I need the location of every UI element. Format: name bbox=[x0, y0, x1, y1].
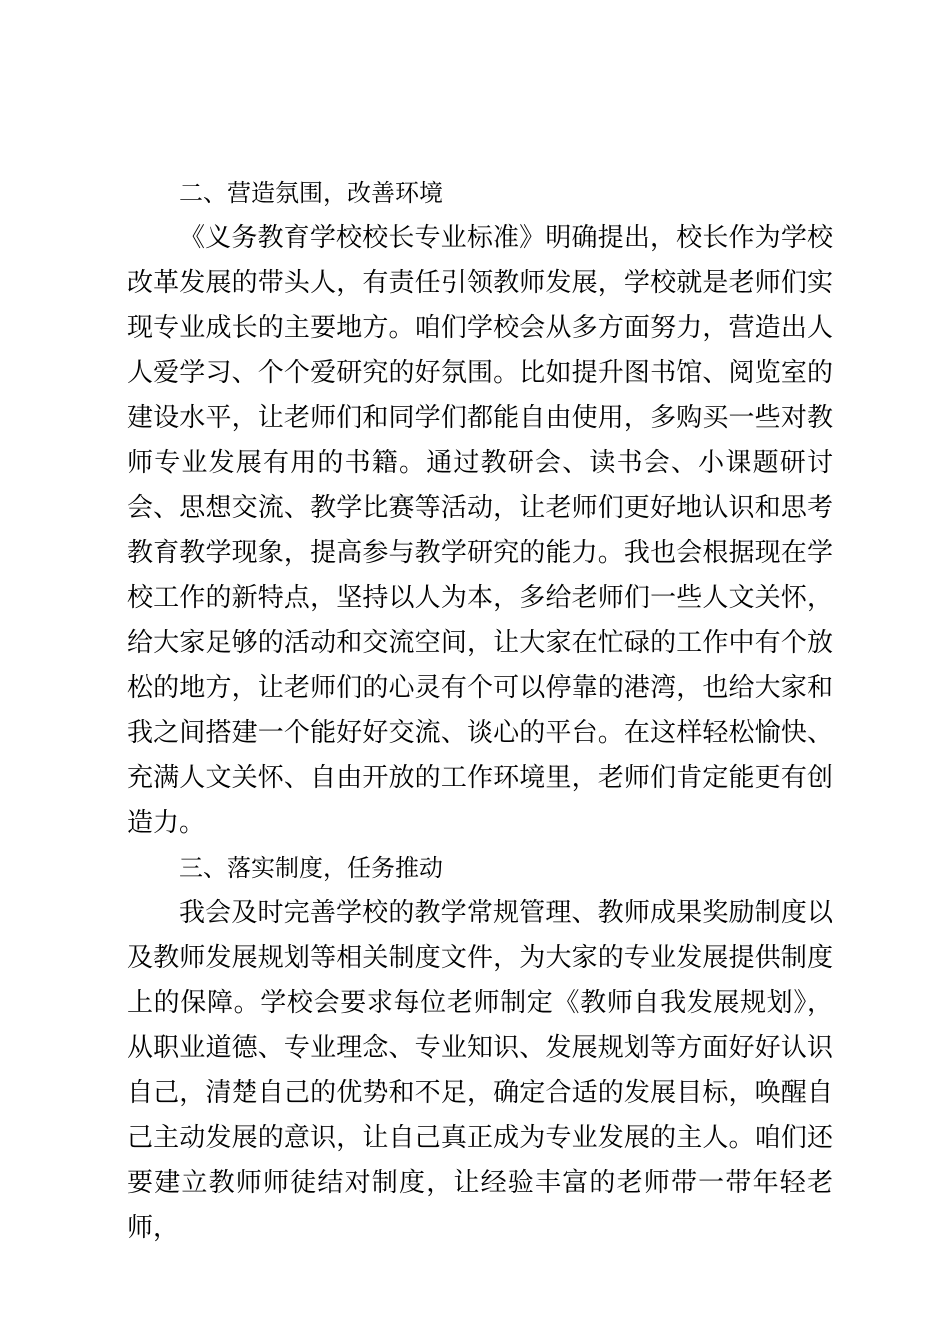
section-paragraph-3: 我会及时完善学校的教学常规管理、教师成果奖励制度以及教师发展规划等相关制度文件，为大家的专业发展提供制度上的保障。学校会要求每位老师制定《教师自我发展规划》，从职业道德、专业理念、专业知识、发展规划等方面好好认识自己，清楚自己的优势和不足，确定合适的发展目标，唤醒自己主动发展的意识，让自己真正成为专业发展的主人。咱们还要建立教师师徒结对制度，让经验丰富的老师带一带年轻老师， bbox=[127, 898, 833, 1243]
section-heading-2: 二、营造氛围，改善环境 bbox=[179, 179, 443, 207]
document-body bbox=[127, 171, 833, 1251]
section-paragraph-2: 《义务教育学校校长专业标准》明确提出，校长作为学校改革发展的带头人，有责任引领教师发展，学校就是老师们实现专业成长的主要地方。咱们学校会从多方面努力，营造出人人爱学习、个个爱研究的好氛围。比如提升图书馆、阅览室的建设水平，让老师们和同学们都能自由使用，多购买一些对教师专业发展有用的书籍。通过教研会、读书会、小课题研讨会、思想交流、教学比赛等活动，让老师们更好地认识和思考教育教学现象，提高参与教学研究的能力。我也会根据现在学校工作的新特点，坚持以人为本，多给老师们一些人文关怀，给大家足够的活动和交流空间，让大家在忙碌的工作中有个放松的地方，让老师们的心灵有个可以停靠的港湾，也给大家和我之间搭建一个能好好交流、谈心的平台。在这样轻松愉快、充满人文关怀、自由开放的工作环境里，老师们肯定能更有创造力。 bbox=[127, 223, 833, 838]
section-heading-3: 三、落实制度，任务推动 bbox=[179, 854, 443, 882]
